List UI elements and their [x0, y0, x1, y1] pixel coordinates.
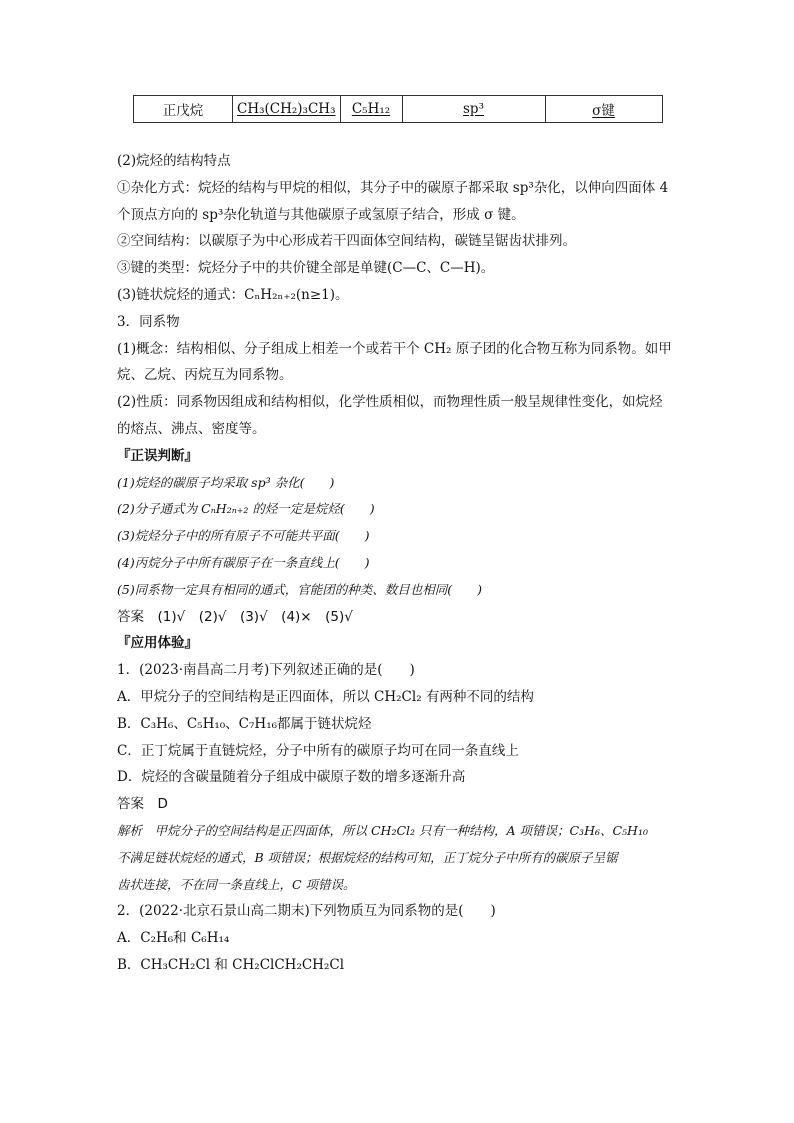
apply-heading: 『应用体验』 [117, 635, 198, 652]
cell-bond: σ键 [545, 96, 662, 123]
paragraph-line: 的熔点、沸点、密度等。 [117, 420, 266, 437]
cell-formula: C₅H₁₂ [340, 96, 402, 123]
judge-item: (5)同系物一定具有相同的通式，官能团的种类、数目也相同( ) [117, 581, 482, 597]
table [133, 95, 663, 123]
judge-item: (4)丙烷分子中所有碳原子在一条直线上( ) [117, 554, 370, 570]
explanation-line: 齿状连接，不在同一条直线上，C 项错误。 [117, 876, 356, 892]
option-b: B．C₃H₆、C₅H₁₀、C₇H₁₆都属于链状烷烃 [117, 715, 372, 732]
option-a: A．甲烷分子的空间结构是正四面体，所以 CH₂Cl₂ 有两种不同的结构 [117, 688, 534, 705]
option-a: A．C₂H₆和 C₆H₁₄ [117, 930, 230, 947]
judge-item: (3)烷烃分子中的所有原子不可能共平面( ) [117, 528, 370, 544]
paragraph-line: 烷、乙烷、丙烷互为同系物。 [117, 367, 293, 384]
document-body [117, 148, 677, 979]
cell-hybrid: sp³ [402, 96, 545, 123]
table-row [134, 96, 663, 123]
judge-heading: 『正误判断』 [117, 447, 198, 464]
paragraph-line: 个顶点方向的 sp³杂化轨道与其他碳原子或氢原子结合，形成 σ 键。 [117, 206, 525, 223]
paragraph-line: ②空间结构：以碳原子为中心形成若干四面体空间结构，碳链呈锯齿状排列。 [117, 233, 576, 250]
alkane-table [133, 95, 663, 123]
judge-item: (1)烷烃的碳原子均采取 sp³ 杂化( ) [117, 474, 335, 490]
option-d: D．烷烃的含碳量随着分子组成中碳原子数的增多逐渐升高 [117, 769, 466, 786]
cell-structure: CH₃(CH₂)₃CH₃ [233, 96, 341, 123]
paragraph-line: (2)烷烃的结构特点 [117, 153, 231, 169]
paragraph-line: ③键的类型：烷烃分子中的共价键全部是单键(C—C、C—H)。 [117, 260, 495, 277]
cell-name: 正戊烷 [134, 96, 233, 123]
explanation-line: 解析 甲烷分子的空间结构是正四面体，所以 CH₂Cl₂ 只有一种结构，A 项错误；C₃H₆、C₅H₁₀ [117, 822, 648, 838]
option-b: B．CH₃CH₂Cl 和 CH₂ClCH₂CH₂Cl [117, 956, 345, 973]
explanation-line: 不满足链状烷烃的通式，B 项错误；根据烷烃的结构可知，正丁烷分子中所有的碳原子呈锯 [117, 849, 618, 865]
section-title: 3．同系物 [117, 313, 180, 330]
paragraph-line: ①杂化方式：烷烃的结构与甲烷的相似，其分子中的碳原子都采取 sp³杂化，以伸向四面体 4 [117, 179, 669, 196]
paragraph-line: (3)链状烷烃的通式：CₙH₂ₙ₊₂(n≥1)。 [117, 286, 349, 303]
paragraph-line: (1)概念：结构相似、分子组成上相差一个或若干个 CH₂ 原子团的化合物互称为同系物。如甲 [117, 340, 672, 357]
judge-item: (2)分子通式为 CₙH₂ₙ₊₂ 的烃一定是烷烃( ) [117, 501, 375, 517]
paragraph-line: (2)性质：同系物因组成和结构相似，化学性质相似，而物理性质一般呈规律性变化，如烷烃 [117, 394, 663, 411]
judge-answer: 答案 (1)√ (2)√ (3)√ (4)× (5)√ [117, 608, 353, 625]
question: 2．(2022·北京石景山高二期末)下列物质互为同系物的是( ) [117, 903, 496, 920]
option-c: C．正丁烷属于直链烷烃，分子中所有的碳原子均可在同一条直线上 [117, 742, 519, 759]
question: 1．(2023·南昌高二月考)下列叙述正确的是( ) [117, 662, 415, 679]
answer: 答案 D [117, 796, 168, 813]
